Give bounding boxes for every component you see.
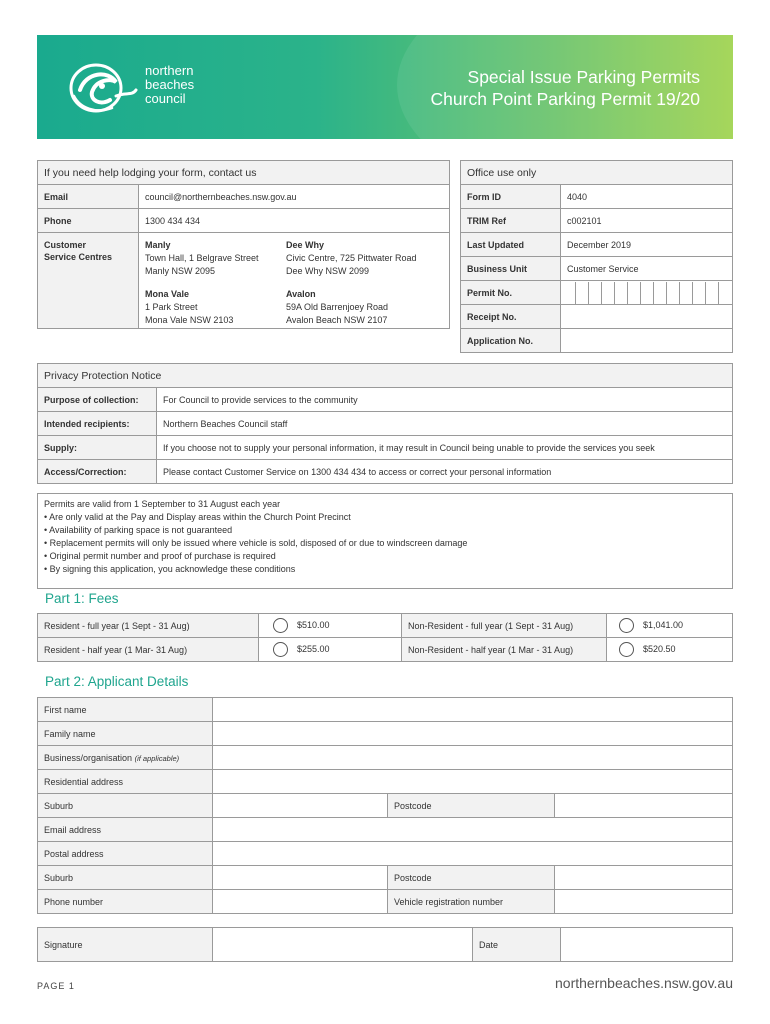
- business-field[interactable]: [213, 746, 733, 770]
- condition-line: • Are only valid at the Pay and Display areas within the Church Point Precinct: [44, 512, 351, 522]
- recipients-label: Intended recipients:: [38, 412, 157, 436]
- supply-value: If you choose not to supply your personal information, it may result in Council being unable to provide the services you seek: [157, 436, 733, 460]
- permit-digit-box[interactable]: [706, 282, 719, 304]
- wordmark-line-1: northern: [145, 63, 194, 78]
- centre-address: 1 Park Street: [145, 302, 198, 312]
- permit-digit-box[interactable]: [576, 282, 589, 304]
- signature-field[interactable]: [213, 928, 473, 962]
- wordmark-line-2: beaches: [145, 77, 195, 92]
- contact-table: [37, 160, 450, 329]
- access-label: Access/Correction:: [38, 460, 157, 484]
- residential-address-label: Residential address: [38, 770, 213, 794]
- office-use-table: [460, 160, 733, 353]
- centre-suburb: Dee Why NSW 2099: [286, 266, 370, 276]
- council-wordmark: [145, 64, 194, 106]
- centre-mona-vale: [145, 288, 286, 327]
- form-id-value: 4040: [561, 185, 733, 209]
- first-name-label: First name: [38, 698, 213, 722]
- recipients-value: Northern Beaches Council staff: [157, 412, 733, 436]
- postal-postcode-label: Postcode: [388, 866, 555, 890]
- permit-conditions: [37, 493, 733, 589]
- radio-button-icon[interactable]: [273, 642, 288, 657]
- centre-manly: [145, 239, 286, 278]
- permit-digit-box[interactable]: [680, 282, 693, 304]
- applicant-heading: Part 2: Applicant Details: [45, 674, 189, 689]
- email-value[interactable]: council@northernbeaches.nsw.gov.au: [139, 185, 450, 209]
- fees-heading: Part 1: Fees: [45, 591, 119, 606]
- receipt-no-label: Receipt No.: [461, 305, 561, 329]
- condition-line: • Original permit number and proof of purchase is required: [44, 551, 276, 561]
- email-label: Email: [38, 185, 139, 209]
- suburb-field[interactable]: [213, 794, 388, 818]
- permit-digit-box[interactable]: [667, 282, 680, 304]
- postal-suburb-field[interactable]: [213, 866, 388, 890]
- centre-address: 59A Old Barrenjoey Road: [286, 302, 389, 312]
- privacy-table: [37, 363, 733, 484]
- trim-ref-value: c002101: [561, 209, 733, 233]
- centre-name: Manly: [145, 240, 171, 250]
- centre-suburb: Avalon Beach NSW 2107: [286, 315, 388, 325]
- title-line-1: Special Issue Parking Permits: [467, 67, 700, 87]
- date-field[interactable]: [561, 928, 733, 962]
- phone-label: Phone: [38, 209, 139, 233]
- fee-price: $510.00: [297, 619, 330, 630]
- application-no-label: Application No.: [461, 329, 561, 353]
- page-number: PAGE 1: [37, 981, 75, 991]
- permit-digit-box[interactable]: [628, 282, 641, 304]
- business-label: [38, 746, 213, 770]
- postal-address-label: Postal address: [38, 842, 213, 866]
- centre-suburb: Mona Vale NSW 2103: [145, 315, 234, 325]
- condition-line: • By signing this application, you acknowledge these conditions: [44, 564, 296, 574]
- centre-dee-why: [286, 239, 443, 278]
- fee-option-label: Non-Resident - half year (1 Mar - 31 Aug): [402, 638, 607, 662]
- permit-digit-box[interactable]: [719, 282, 732, 304]
- fee-option-label: Resident - half year (1 Mar- 31 Aug): [38, 638, 259, 662]
- service-centres-list: [139, 233, 450, 329]
- centre-name: Avalon: [286, 289, 316, 299]
- family-name-label: Family name: [38, 722, 213, 746]
- date-label: Date: [473, 928, 561, 962]
- footer-website[interactable]: northernbeaches.nsw.gov.au: [555, 975, 733, 991]
- permit-digit-box[interactable]: [654, 282, 667, 304]
- council-logo-icon: [66, 56, 140, 120]
- vehicle-registration-label: Vehicle registration number: [388, 890, 555, 914]
- centre-avalon: [286, 288, 443, 327]
- fee-option-resident-full[interactable]: [259, 614, 402, 638]
- radio-button-icon[interactable]: [273, 618, 288, 633]
- centre-address: Civic Centre, 725 Pittwater Road: [286, 253, 417, 263]
- receipt-no-field[interactable]: [561, 305, 733, 329]
- business-unit-label: Business Unit: [461, 257, 561, 281]
- vehicle-registration-field[interactable]: [555, 890, 733, 914]
- condition-line: • Availability of parking space is not guaranteed: [44, 525, 233, 535]
- permit-digit-box[interactable]: [693, 282, 706, 304]
- application-no-field[interactable]: [561, 329, 733, 353]
- postal-address-field[interactable]: [213, 842, 733, 866]
- last-updated-value: December 2019: [561, 233, 733, 257]
- fee-option-label: Resident - full year (1 Sept - 31 Aug): [38, 614, 259, 638]
- signature-label: Signature: [38, 928, 213, 962]
- family-name-field[interactable]: [213, 722, 733, 746]
- radio-button-icon[interactable]: [619, 618, 634, 633]
- fee-option-resident-half[interactable]: [259, 638, 402, 662]
- permit-digit-box[interactable]: [615, 282, 628, 304]
- permit-no-boxes[interactable]: [561, 281, 733, 305]
- centre-suburb: Manly NSW 2095: [145, 266, 216, 276]
- permit-digit-box[interactable]: [641, 282, 654, 304]
- applicant-table: [37, 697, 733, 914]
- access-value: Please contact Customer Service on 1300 434 434 to access or correct your personal information: [157, 460, 733, 484]
- supply-label: Supply:: [38, 436, 157, 460]
- postcode-field[interactable]: [555, 794, 733, 818]
- document-title: [431, 66, 700, 110]
- centre-name: Mona Vale: [145, 289, 190, 299]
- signature-table: [37, 927, 733, 962]
- fees-table: [37, 613, 733, 662]
- fee-price: $1,041.00: [643, 619, 684, 630]
- radio-button-icon[interactable]: [619, 642, 634, 657]
- phone-number-field[interactable]: [213, 890, 388, 914]
- postal-postcode-field[interactable]: [555, 866, 733, 890]
- office-heading: Office use only: [461, 161, 733, 185]
- postal-suburb-label: Suburb: [38, 866, 213, 890]
- fee-option-nonresident-half[interactable]: [607, 638, 733, 662]
- form-id-label: Form ID: [461, 185, 561, 209]
- wordmark-line-3: council: [145, 91, 186, 106]
- email-address-label: Email address: [38, 818, 213, 842]
- service-centres-label-2: Service Centres: [44, 252, 113, 262]
- centre-address: Town Hall, 1 Belgrave Street: [145, 253, 259, 263]
- phone-number-label: Phone number: [38, 890, 213, 914]
- purpose-value: For Council to provide services to the community: [157, 388, 733, 412]
- suburb-label: Suburb: [38, 794, 213, 818]
- last-updated-label: Last Updated: [461, 233, 561, 257]
- email-address-field[interactable]: [213, 818, 733, 842]
- fee-price: $255.00: [297, 643, 330, 654]
- fee-option-label: Non-Resident - full year (1 Sept - 31 Aug): [402, 614, 607, 638]
- first-name-field[interactable]: [213, 698, 733, 722]
- residential-address-field[interactable]: [213, 770, 733, 794]
- condition-line: Permits are valid from 1 September to 31 August each year: [44, 499, 281, 509]
- postcode-label: Postcode: [388, 794, 555, 818]
- contact-heading: If you need help lodging your form, contact us: [38, 161, 450, 185]
- business-label-note: (if applicable): [134, 753, 180, 763]
- business-label-text: Business/organisation: [44, 752, 133, 763]
- fee-option-nonresident-full[interactable]: [607, 614, 733, 638]
- privacy-heading: Privacy Protection Notice: [38, 364, 733, 388]
- centre-name: Dee Why: [286, 240, 325, 250]
- permit-digit-box[interactable]: [589, 282, 602, 304]
- permit-digit-box[interactable]: [602, 282, 615, 304]
- service-centres-label-1: Customer: [44, 240, 87, 250]
- condition-line: • Replacement permits will only be issued where vehicle is sold, disposed of or due to windscreen damage: [44, 538, 468, 548]
- permit-no-label: Permit No.: [461, 281, 561, 305]
- fee-price: $520.50: [643, 643, 676, 654]
- purpose-label: Purpose of collection:: [38, 388, 157, 412]
- title-line-2: Church Point Parking Permit 19/20: [430, 89, 700, 109]
- phone-value[interactable]: 1300 434 434: [139, 209, 450, 233]
- service-centres-label: [38, 233, 139, 329]
- business-unit-value: Customer Service: [561, 257, 733, 281]
- trim-ref-label: TRIM Ref: [461, 209, 561, 233]
